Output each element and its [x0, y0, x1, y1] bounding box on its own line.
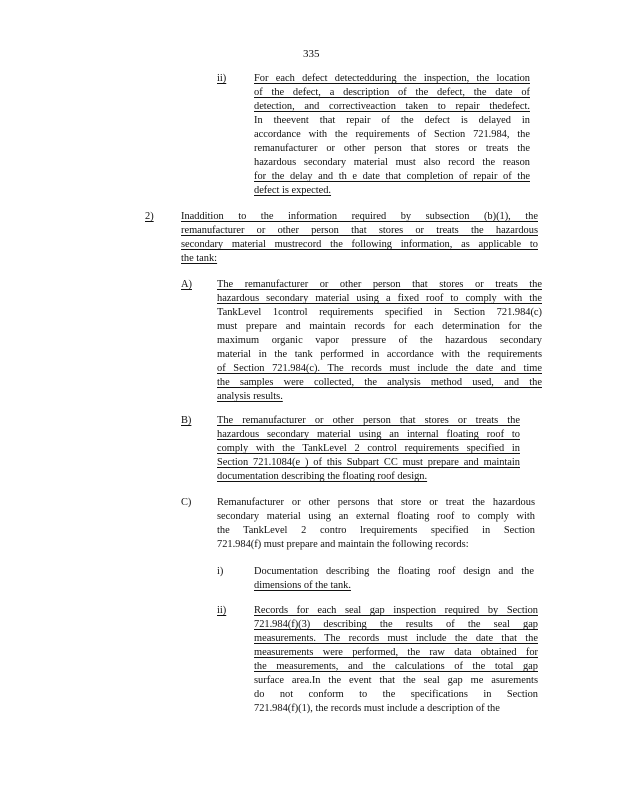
text-line: secondary material using an external floating roof to comply with — [217, 511, 535, 522]
text-line: measurements were performed, the raw data obtained for — [254, 647, 538, 658]
text-line: Section 721.1084(e ) of this Subpart CC must prepare and maintain — [217, 457, 520, 468]
text-line: of the defect, a description of the defect, the date of — [254, 87, 530, 98]
paragraph — [254, 604, 538, 716]
text-line: the tank: — [181, 253, 218, 264]
text-line: Documentation describing the floating roof design and the — [254, 566, 534, 577]
paragraph — [217, 278, 542, 404]
text-line: do not conform to the specifications in Section — [254, 689, 538, 700]
text-line: accordance with the requirements of Section 721.984, the — [254, 129, 530, 140]
item-marker: ii) — [217, 73, 227, 84]
paragraph — [181, 210, 538, 266]
text-line: comply with the TankLevel 2 control requirements specified in — [217, 443, 520, 454]
item-marker: C) — [181, 497, 192, 508]
text-line: dimensions of the tank. — [254, 580, 351, 591]
text-line: maximum organic vapor pressure of the hazardous secondary — [217, 335, 542, 346]
text-line: In theevent that repair of the defect is delayed in — [254, 115, 530, 126]
text-line: for the delay and th e date that completion of repair of the — [254, 171, 530, 182]
paragraph — [217, 496, 535, 552]
item-marker: B) — [181, 415, 192, 426]
text-line: measurements. The records must include the date that the — [254, 633, 538, 644]
item-marker: A) — [181, 279, 192, 290]
text-line: The remanufacturer or other person that stores or treats the — [217, 279, 542, 290]
paragraph — [217, 414, 520, 484]
text-line: documentation describing the floating roof design. — [217, 471, 428, 482]
text-line: defect is expected. — [254, 185, 332, 196]
text-line: hazardous secondary material using a fixed roof to comply with the — [217, 293, 542, 304]
text-line: The remanufacturer or other person that stores or treats the — [217, 415, 520, 426]
text-line: remanufacturer or other person that stores or treats the — [254, 143, 530, 154]
text-line: Records for each seal gap inspection required by Section — [254, 605, 538, 616]
text-line: hazardous secondary material using an internal floating roof to — [217, 429, 520, 440]
text-line: 721.984(f)(1), the records must include a description of the — [254, 703, 500, 714]
text-line: For each defect detectedduring the inspection, the location — [254, 73, 530, 84]
text-line: 721.984(f) must prepare and maintain the following records: — [217, 539, 469, 550]
text-line: Remanufacturer or other persons that store or treat the hazardous — [217, 497, 535, 508]
text-line: Inaddition to the information required by subsection (b)(1), the — [181, 211, 538, 222]
text-line: must prepare and maintain records for each determination for the — [217, 321, 542, 332]
text-line: the measurements, and the calculations of the total gap — [254, 661, 538, 672]
text-line: of Section 721.984(c). The records must include the date and time — [217, 363, 542, 374]
text-line: the TankLevel 2 contro lrequirements specified in Section — [217, 525, 535, 536]
paragraph — [254, 565, 534, 593]
text-line: the samples were collected, the analysis method used, and the — [217, 377, 542, 388]
text-line: 721.984(f)(3) describing the results of the seal gap — [254, 619, 538, 630]
item-marker: ii) — [217, 605, 227, 616]
item-marker: 2) — [145, 211, 154, 222]
text-line: analysis results. — [217, 391, 283, 402]
item-marker: i) — [217, 566, 224, 577]
paragraph — [254, 72, 530, 198]
text-line: surface area.In the event that the seal gap me asurements — [254, 675, 538, 686]
text-line: hazardous secondary material must also record the reason — [254, 157, 530, 168]
text-line: TankLevel 1control requirements specified in Section 721.984(c) — [217, 307, 542, 318]
text-line: material in the tank performed in accordance with the requirements — [217, 349, 542, 360]
text-line: remanufacturer or other person that stores or treats the hazardous — [181, 225, 538, 236]
page-number: 335 — [303, 48, 320, 60]
text-line: secondary material mustrecord the following information, as applicable to — [181, 239, 538, 250]
text-line: detection, and correctiveaction taken to repair thedefect. — [254, 101, 530, 112]
